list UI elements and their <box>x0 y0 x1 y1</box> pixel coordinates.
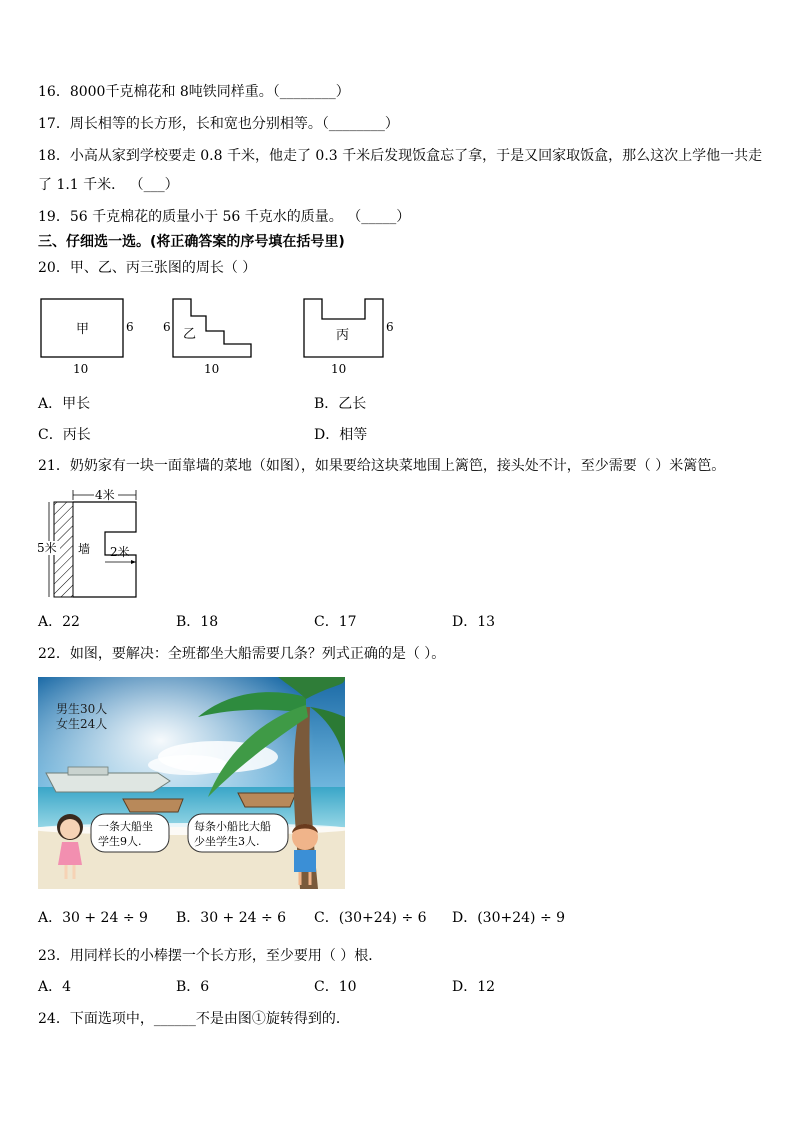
girls-count: 女生24人 <box>56 717 108 731</box>
question-17: 17．周长相等的长方形，长和宽也分别相等。（________） <box>38 116 399 132</box>
dim-top-label: 4米 <box>95 488 115 502</box>
bubble-1-line-1: 一条大船坐 <box>98 820 153 833</box>
q22-option-d: D．(30+24) ÷ 9 <box>452 910 566 926</box>
q20-option-d: D．相等 <box>314 427 368 443</box>
figure-bing-width: 10 <box>331 362 347 376</box>
q22-option-b: B．30 + 24 ÷ 6 <box>176 910 287 926</box>
figure-jia-height: 6 <box>126 320 134 334</box>
q21-option-a: A．22 <box>38 614 80 630</box>
question-19: 19．56 千克棉花的质量小于 56 千克水的质量。 （_____） <box>38 209 411 225</box>
question-24: 24．下面选项中，______不是由图①旋转得到的． <box>38 1011 350 1027</box>
question-21: 21．奶奶家有一块一面靠墙的菜地（如图），如果要给这块菜地围上篱笆，接头处不计，至少需要（ ）米篱笆。 <box>38 458 726 474</box>
q21-garden-figure <box>34 485 144 600</box>
figure-jia-label: 甲 <box>76 322 90 337</box>
q22-beach-illustration <box>38 677 345 889</box>
bubble-1-line-2: 学生9人. <box>98 835 142 848</box>
figure-yi-height: 6 <box>163 320 171 334</box>
question-18-line-2: 了 1.1 千米． （___） <box>38 177 179 193</box>
q22-option-a: A．30 + 24 ÷ 9 <box>38 910 148 926</box>
q22-option-c: C．(30+24) ÷ 6 <box>314 910 427 926</box>
q20-option-c: C．丙长 <box>38 427 91 443</box>
question-18-line-1: 18．小高从家到学校要走 0.8 千米，他走了 0.3 千米后发现饭盒忘了拿，于是又回家取饭盒，那么这次上学他一共走 <box>38 148 763 164</box>
figure-jia-width: 10 <box>73 362 89 376</box>
q23-option-a: A．4 <box>38 979 72 995</box>
q23-option-d: D．12 <box>452 979 496 995</box>
q23-option-c: C．10 <box>314 979 357 995</box>
q21-option-b: B．18 <box>176 614 219 630</box>
figure-bing-height: 6 <box>386 320 394 334</box>
bubble-2-line-1: 每条小船比大船 <box>194 820 271 833</box>
q21-option-d: D．13 <box>452 614 496 630</box>
section-3-heading: 三、仔细选一选。(将正确答案的序号填在括号里) <box>38 234 345 250</box>
q23-option-b: B．6 <box>176 979 210 995</box>
figure-yi-width: 10 <box>204 362 220 376</box>
small-boat-1 <box>123 799 183 812</box>
question-20: 20．甲、乙、丙三张图的周长（ ） <box>38 260 257 276</box>
figure-yi-label: 乙 <box>183 327 197 342</box>
wall-label: 墙 <box>78 542 91 556</box>
small-boat-2 <box>238 793 296 807</box>
dim-left-label: 5米 <box>37 541 57 555</box>
dim-inner-label: 2米 <box>110 545 130 559</box>
q21-option-c: C．17 <box>314 614 357 630</box>
question-22: 22．如图，要解决：全班都坐大船需要几条？列式正确的是（ ）。 <box>38 646 446 662</box>
figure-bing-label: 丙 <box>336 328 350 343</box>
question-16: 16．8000千克棉花和 8吨铁同样重。（________） <box>38 84 350 100</box>
q20-option-b: B．乙长 <box>314 396 367 412</box>
q20-figures <box>30 290 410 380</box>
big-boat <box>46 773 170 792</box>
bubble-2-line-2: 少坐学生3人. <box>194 835 260 848</box>
question-23: 23．用同样长的小棒摆一个长方形，至少要用（ ）根． <box>38 948 383 964</box>
boys-count: 男生30人 <box>56 702 108 716</box>
q20-option-a: A．甲长 <box>38 396 91 412</box>
